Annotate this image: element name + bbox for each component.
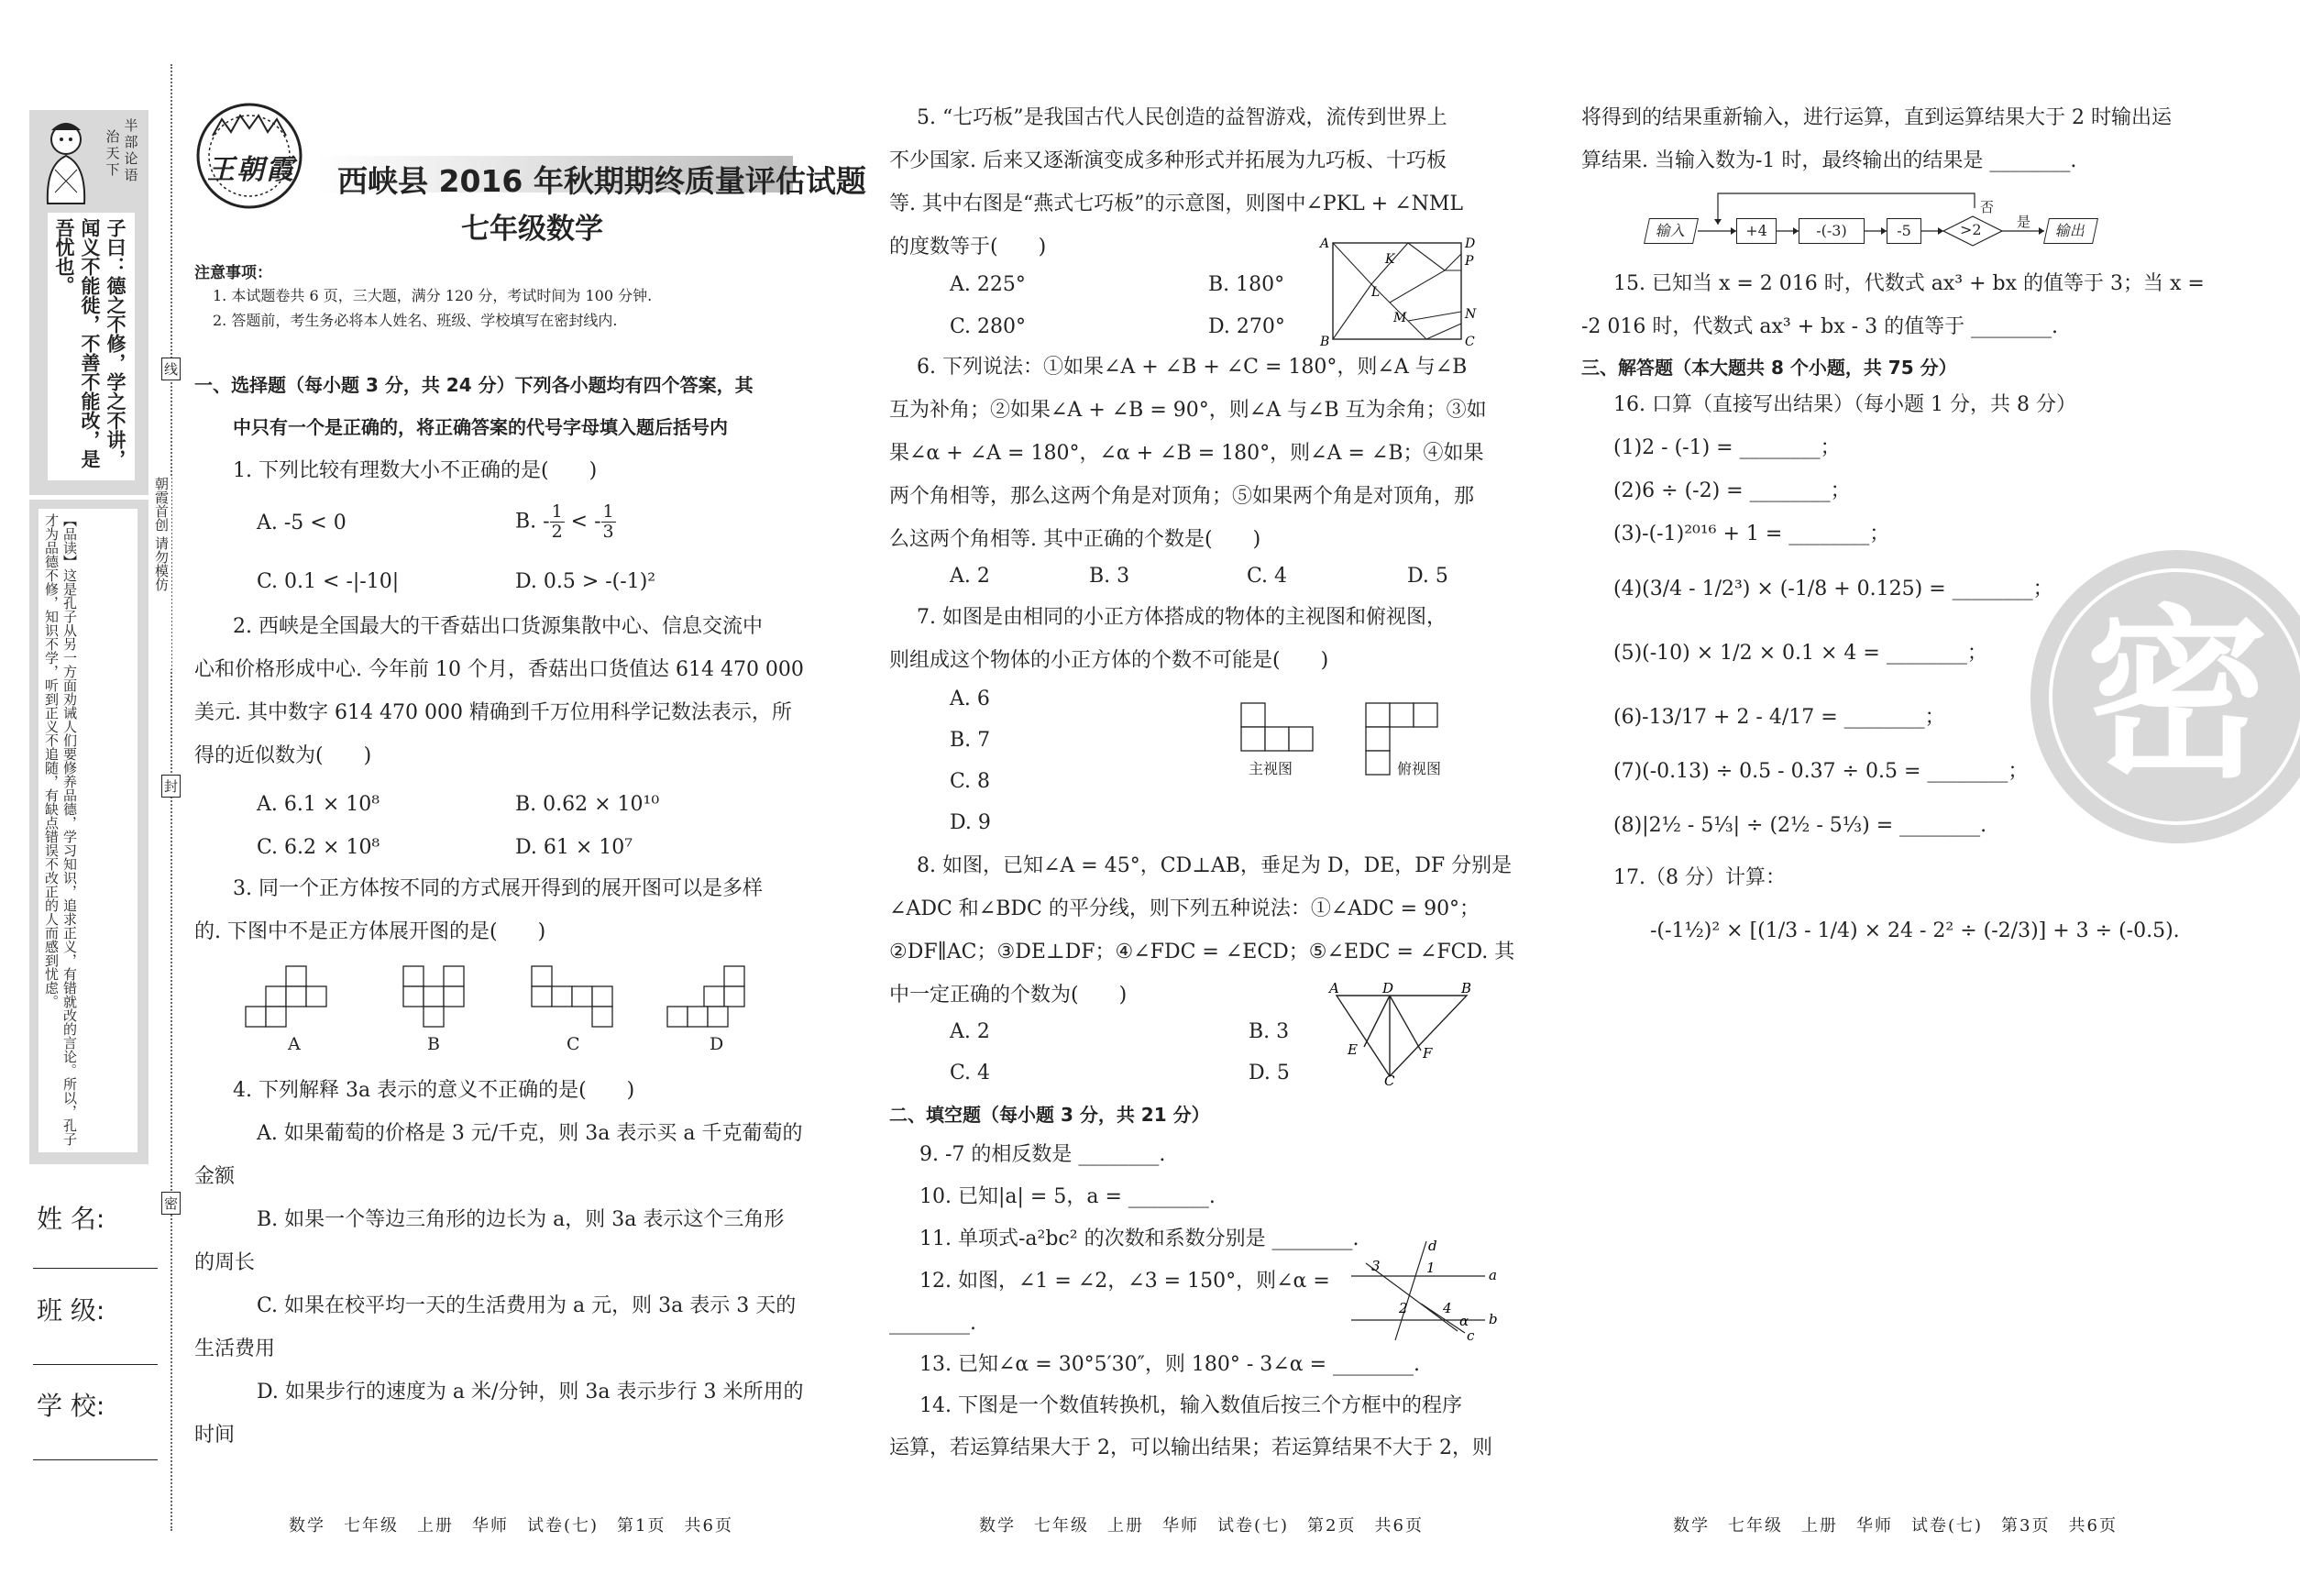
side-strip — [29, 110, 149, 1164]
q2-option-d: D. 61 × 10⁷ — [515, 836, 633, 859]
q6-option-b: B. 3 — [1089, 565, 1130, 588]
watermark-char: 密 — [2085, 589, 2270, 803]
flow-no-label: 否 — [1980, 199, 1995, 215]
q4-option-a-2: 金额 — [194, 1165, 236, 1188]
notes-heading: 注意事项： — [194, 264, 272, 282]
svg-text:C: C — [1384, 1073, 1395, 1086]
svg-text:4: 4 — [1443, 1300, 1452, 1316]
q16-item-4: (4)(3/4 - 1/2³) × (-1/8 + 0.125) = ________； — [1613, 578, 2053, 600]
confidential-watermark — [2021, 541, 2300, 853]
net-label-c: C — [567, 1034, 580, 1054]
question-12: 12. 如图，∠1 = ∠2，∠3 = 150°，则∠α = — [919, 1270, 1330, 1293]
question-10: 10. 已知|a| = 5，a = ________. — [919, 1185, 1216, 1208]
q4-option-d-2: 时间 — [194, 1424, 236, 1447]
q1-option-d: D. 0.5 > -(-1)² — [515, 570, 656, 593]
question-8-line-4: 中一定正确的个数为( ) — [889, 984, 1128, 1007]
net-label-a: A — [288, 1034, 301, 1054]
q4-option-a-1: A. 如果葡萄的价格是 3 元/千克，则 3a 表示买 a 千克葡萄的 — [257, 1122, 803, 1145]
svg-text:1: 1 — [1426, 1260, 1436, 1276]
svg-text:P: P — [1465, 254, 1474, 269]
exam-title: 西峡县 2016 年秋期期终质量评估试题 — [337, 163, 866, 199]
banner-col-1: 半 部 论 语 — [124, 117, 138, 183]
seal-line — [171, 64, 172, 1531]
confucius-figure — [37, 119, 101, 206]
front-view — [1241, 703, 1313, 751]
question-3-line-1: 3. 同一个正方体按不同的方式展开得到的展开图可以是多样 — [233, 877, 763, 900]
net-label-b: B — [427, 1034, 440, 1054]
svg-text:D: D — [1382, 981, 1394, 996]
q2-option-b: B. 0.62 × 10¹⁰ — [515, 793, 660, 816]
q2-option-a: A. 6.1 × 10⁸ — [257, 793, 380, 816]
svg-text:L: L — [1371, 285, 1381, 300]
svg-text:A: A — [1329, 981, 1339, 996]
question-8-line-3: ②DF∥AC；③DE⊥DF；④∠FDC = ∠ECD；⑤∠EDC = ∠FCD. 其 — [889, 941, 1515, 963]
flow-add-4: +4 — [1736, 218, 1777, 244]
q4-option-d-1: D. 如果步行的速度为 a 米/分钟，则 3a 表示步行 3 米所用的 — [257, 1381, 804, 1403]
q1-option-b: B. - $\frac{1}{2}$ < - $\frac{1}{3}$ — [515, 501, 614, 542]
question-15-line-1: 15. 已知当 x = 2 016 时，代数式 ax³ + bx 的值等于 3；当 x = — [1613, 272, 2205, 295]
parallel-lines-figure — [1348, 1238, 1503, 1343]
svg-text:3: 3 — [1371, 1258, 1381, 1274]
seal-text-2: 朝霞首创 请勿模仿 — [152, 477, 171, 669]
seal-text-3: 封 — [161, 775, 181, 798]
q16-item-7: (7)(-0.13) ÷ 0.5 - 0.37 ÷ 0.5 = ________； — [1613, 760, 2029, 783]
svg-text:C: C — [1465, 335, 1475, 348]
q16-item-3: (3)-(-1)²⁰¹⁶ + 1 = ________； — [1613, 523, 1890, 545]
top-view-label: 俯视图 — [1397, 760, 1442, 777]
question-17: 17.（8 分）计算： — [1613, 866, 1786, 889]
commentary-text: 【品读】这是孔子从另一方面劝诫人们要修养品德，学习知识，追求正义，有错就改的言论。所以，孔子才为品德不修，知识不学，听到正义不追随，有缺点错误不改正的人而感到忧虑。 — [43, 513, 78, 1146]
brand-logo-text: 王朝霞 — [207, 154, 295, 186]
q4-option-c-2: 生活费用 — [194, 1337, 276, 1360]
question-6-line-4: 两个角相等，那么这两个角是对顶角；⑤如果两个角是对顶角，那 — [889, 485, 1475, 508]
section1-heading-2: 中只有一个是正确的，将正确答案的代号字母填入题后括号内 — [233, 416, 728, 438]
page-1-footer: 数学 七年级 上册 华师 试卷(七) 第1页 共6页 — [289, 1516, 733, 1535]
question-14-line-3: 将得到的结果重新输入，进行运算，直到运算结果大于 2 时输出运 — [1581, 106, 2172, 129]
quote-text: 子曰：德之不修，学之不讲，闻义不能徙，不善不能改，是吾忧也。 — [53, 218, 127, 468]
flow-chart — [1641, 188, 2136, 252]
exam-subtitle: 七年级数学 — [461, 213, 603, 246]
q7-option-d: D. 9 — [950, 811, 991, 834]
question-11: 11. 单项式-a²bc² 的次数和系数分别是 ________. — [919, 1227, 1359, 1250]
svg-text:α: α — [1459, 1313, 1469, 1329]
q1-option-c: C. 0.1 < -|-10| — [257, 570, 400, 593]
q8-option-a: A. 2 — [950, 1020, 990, 1043]
q16-item-5: (5)(-10) × 1/2 × 0.1 × 4 = ________； — [1613, 642, 1987, 665]
net-a — [246, 966, 326, 1027]
net-c — [532, 966, 612, 1027]
seal-text-4: 密 — [161, 1192, 181, 1215]
question-6-line-1: 6. 下列说法：①如果∠A + ∠B + ∠C = 180°，则∠A 与∠B — [917, 356, 1468, 379]
q8-option-b: B. 3 — [1249, 1020, 1290, 1043]
svg-text:b: b — [1489, 1311, 1498, 1327]
front-view-label: 主视图 — [1249, 760, 1293, 777]
banner-col-2: 治 天 下 — [105, 128, 120, 178]
question-5-line-4: 的度数等于( ) — [889, 236, 1047, 259]
question-1: 1. 下列比较有理数大小不正确的是( ) — [233, 459, 598, 482]
notes-item-1: 1. 本试题卷共 6 页，三大题，满分 120 分，考试时间为 100 分钟. — [213, 287, 653, 304]
question-2-line-3: 美元. 其中数字 614 470 000 精确到千万位用科学记数法表示，所 — [194, 701, 792, 724]
question-8-line-1: 8. 如图，已知∠A = 45°，CD⊥AB，垂足为 D，DE，DF 分别是 — [917, 854, 1513, 877]
triangle-figure — [1320, 981, 1485, 1086]
q1-option-a: A. -5 < 0 — [257, 512, 347, 534]
question-7-line-2: 则组成这个物体的小正方体的个数不可能是( ) — [889, 649, 1329, 672]
name-field[interactable] — [33, 1268, 158, 1269]
svg-text:M: M — [1393, 311, 1407, 325]
q16-item-6: (6)-13/17 + 2 - 4/17 = ________； — [1613, 706, 1945, 729]
name-label: 姓 名: — [37, 1204, 105, 1234]
question-5-line-2: 不少国家. 后来又逐渐演变成多种形式并拓展为九巧板、十巧板 — [889, 149, 1447, 172]
q16-item-8: (8)|2½ - 5⅓| ÷ (2½ - 5⅓) = ________. — [1613, 814, 1987, 837]
net-label-d: D — [710, 1034, 724, 1054]
q7-option-c: C. 8 — [950, 770, 991, 793]
q17-expression: -(-1½)² × [(1/3 - 1/4) × 24 - 2² ÷ (-2/3)] + 3 ÷ (-0.5). — [1650, 919, 2180, 942]
svg-text:A: A — [1320, 237, 1330, 251]
section1-heading-1: 一、选择题（每小题 3 分，共 24 分）下列各小题均有四个答案，其 — [194, 374, 754, 396]
q5-option-c: C. 280° — [950, 315, 1027, 338]
q4-option-b-1: B. 如果一个等边三角形的边长为 a，则 3a 表示这个三角形 — [257, 1208, 785, 1231]
flow-input: 输入 — [1644, 218, 1699, 244]
question-6-line-3: 果∠α + ∠A = 180°，∠α + ∠B = 180°，则∠A = ∠B；④如果 — [889, 442, 1484, 465]
q16-item-1: (1)2 - (-1) = ________； — [1613, 436, 1841, 459]
q5-option-b: B. 180° — [1208, 273, 1285, 296]
svg-text:E: E — [1348, 1041, 1358, 1058]
flow-output: 输出 — [2043, 218, 2098, 244]
q6-option-d: D. 5 — [1407, 565, 1448, 588]
class-field[interactable] — [33, 1364, 158, 1365]
svg-text:D: D — [1465, 237, 1476, 251]
svg-text:a: a — [1489, 1267, 1497, 1283]
question-15-line-2: -2 016 时，代数式 ax³ + bx - 3 的值等于 ________. — [1581, 315, 2059, 338]
school-label: 学 校: — [37, 1391, 105, 1421]
svg-text:N: N — [1465, 307, 1477, 322]
section3-heading: 三、解答题（本大题共 8 个小题，共 75 分） — [1581, 357, 1957, 379]
question-13: 13. 已知∠α = 30°5′30″，则 180° - 3∠α = ________. — [919, 1353, 1420, 1376]
svg-text:2: 2 — [1399, 1300, 1408, 1316]
question-2-line-1: 2. 西峡是全国最大的干香菇出口货源集散中心、信息交流中 — [233, 615, 763, 638]
school-field[interactable] — [33, 1459, 158, 1460]
flow-sub-neg3: -(-3) — [1799, 218, 1865, 244]
q8-option-d: D. 5 — [1249, 1062, 1290, 1084]
question-6-line-5: 么这两个角相等. 其中正确的个数是( ) — [889, 528, 1261, 551]
svg-text:d: d — [1428, 1238, 1437, 1254]
svg-text:B: B — [1461, 981, 1472, 996]
question-5-line-3: 等. 其中右图是“燕式七巧板”的示意图，则图中∠PKL + ∠NML — [889, 193, 1464, 215]
q7-option-b: B. 7 — [950, 729, 991, 752]
q4-option-c-1: C. 如果在校平均一天的生活费用为 a 元，则 3a 表示 3 天的 — [257, 1294, 797, 1317]
q4-option-b-2: 的周长 — [194, 1251, 256, 1274]
class-label: 班 级: — [37, 1295, 105, 1326]
svg-text:K: K — [1385, 252, 1395, 267]
question-9: 9. -7 的相反数是 ________. — [919, 1143, 1166, 1166]
section2-heading: 二、填空题（每小题 3 分，共 21 分） — [889, 1104, 1210, 1126]
question-14-line-4: 算结果. 当输入数为-1 时，最终输出的结果是 ________. — [1581, 149, 2077, 172]
q2-option-c: C. 6.2 × 10⁸ — [257, 836, 380, 859]
question-2-line-4: 得的近似数为( ) — [194, 744, 372, 767]
question-3-line-2: 的. 下图中不是正方体展开图的是( ) — [194, 920, 546, 943]
notes-item-2: 2. 答题前，考生务必将本人姓名、班级、学校填写在密封线内. — [213, 312, 618, 329]
question-14-line-2: 运算，若运算结果大于 2，可以输出结果；若运算结果不大于 2，则 — [889, 1436, 1492, 1459]
svg-text:F: F — [1423, 1045, 1433, 1062]
question-5-line-1: 5. “七巧板”是我国古代人民创造的益智游戏，流传到世界上 — [917, 106, 1447, 129]
q6-option-a: A. 2 — [950, 565, 990, 588]
page-3-footer: 数学 七年级 上册 华师 试卷(七) 第3页 共6页 — [1673, 1516, 2118, 1535]
question-14-line-1: 14. 下图是一个数值转换机，输入数值后按三个方框中的程序 — [919, 1394, 1462, 1417]
net-b — [403, 966, 464, 1027]
question-4: 4. 下列解释 3a 表示的意义不正确的是( ) — [233, 1079, 635, 1102]
flow-decision: >2 — [1960, 221, 1982, 238]
q16-item-2: (2)6 ÷ (-2) = ________； — [1613, 479, 1851, 502]
q8-option-c: C. 4 — [950, 1062, 991, 1084]
question-2-line-2: 心和价格形成中心. 今年前 10 个月，香菇出口货值达 614 470 000 — [194, 658, 804, 681]
seal-text-1: 线 — [161, 358, 181, 380]
net-d — [667, 966, 744, 1027]
svg-text:B: B — [1320, 335, 1330, 348]
flow-sub-5: -5 — [1887, 218, 1921, 244]
question-8-line-2: ∠ADC 和∠BDC 的平分线，则下列五种说法：①∠ADC = 90°； — [889, 897, 1480, 920]
flow-yes-label: 是 — [2017, 214, 2031, 230]
question-16: 16. 口算（直接写出结果）（每小题 1 分，共 8 分） — [1613, 393, 2076, 416]
q6-option-c: C. 4 — [1247, 565, 1288, 588]
question-6-line-2: 互为补角；②如果∠A + ∠B = 90°，则∠A 与∠B 互为余角；③如 — [889, 399, 1487, 422]
question-12-blank: ________. — [889, 1312, 976, 1335]
tangram-figure — [1316, 234, 1481, 348]
svg-text:c: c — [1467, 1327, 1475, 1343]
page-2-footer: 数学 七年级 上册 华师 试卷(七) 第2页 共6页 — [979, 1516, 1424, 1535]
q5-option-d: D. 270° — [1208, 315, 1285, 338]
q7-option-a: A. 6 — [950, 688, 990, 710]
q5-option-a: A. 225° — [950, 273, 1026, 296]
question-7-line-1: 7. 如图是由相同的小正方体搭成的物体的主视图和俯视图， — [917, 606, 1447, 629]
